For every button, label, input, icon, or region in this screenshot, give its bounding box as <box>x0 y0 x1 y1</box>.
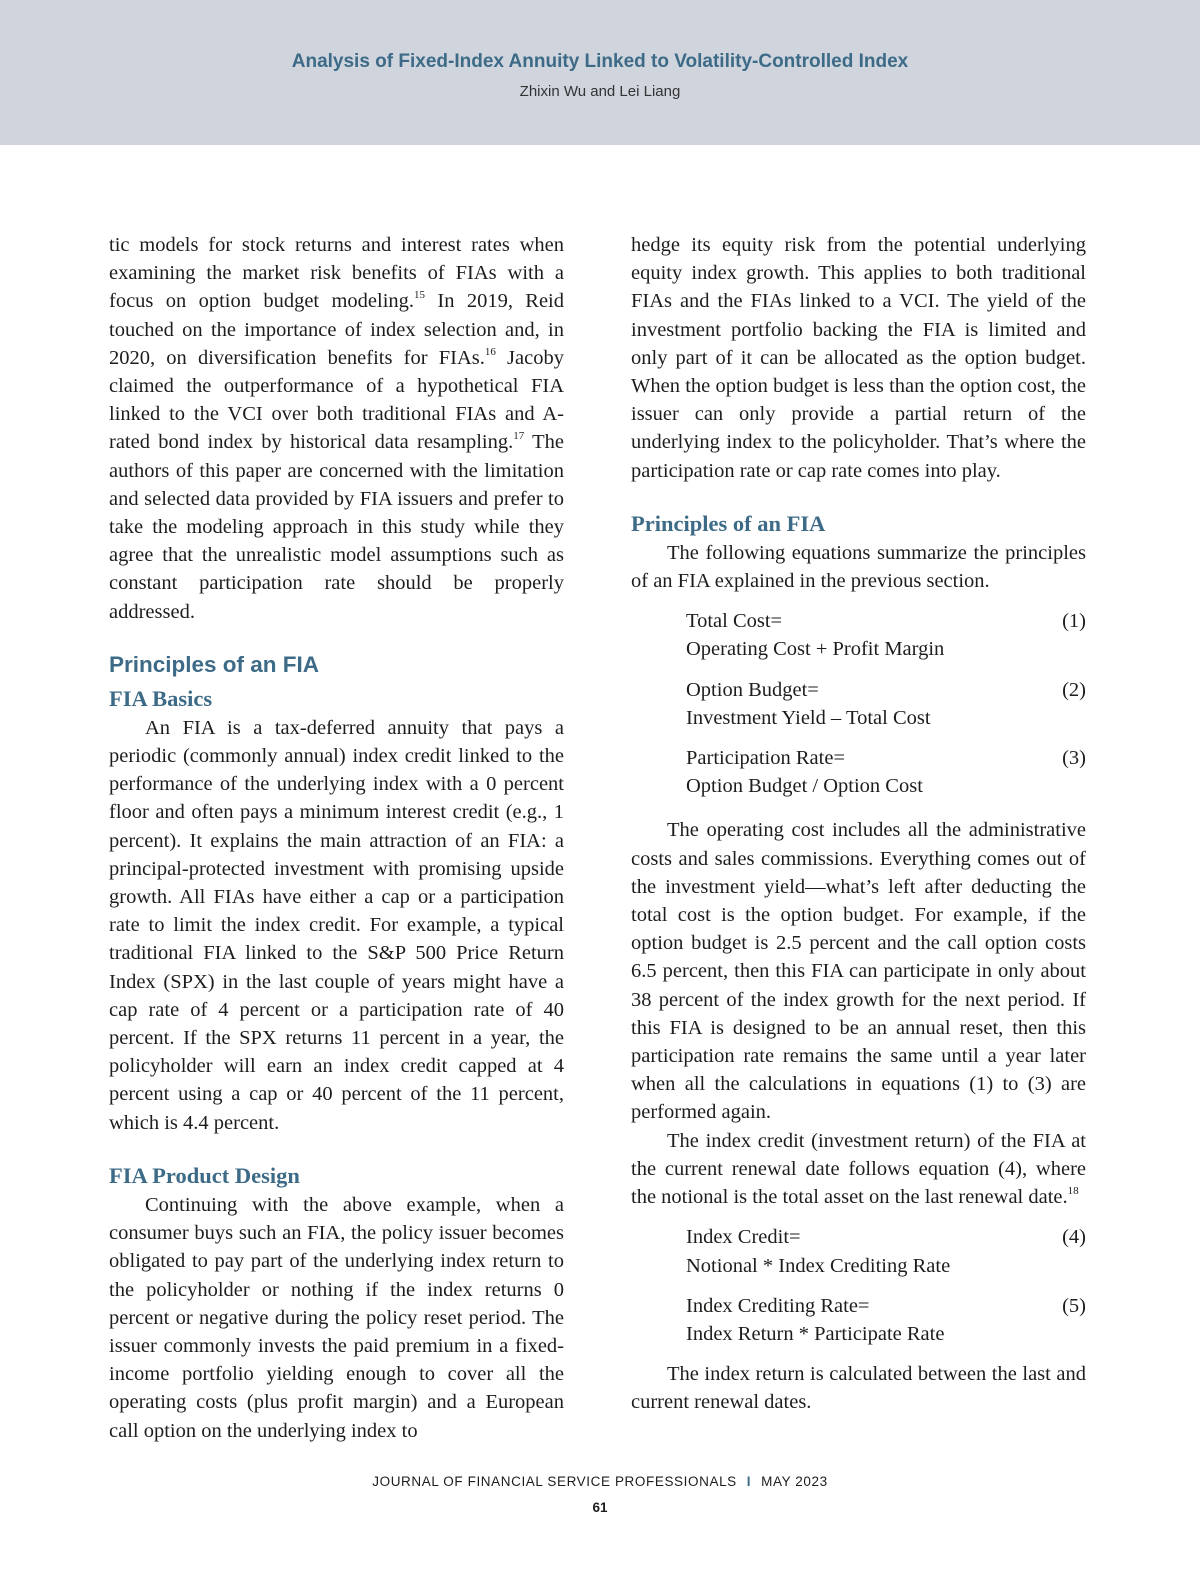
right-column <box>631 231 1086 1417</box>
footer-journal <box>0 1474 1200 1489</box>
equation-5 <box>686 1292 1086 1348</box>
equation-lhs: Index Credit= <box>686 1226 801 1249</box>
equation-lhs: Total Cost= <box>686 610 783 633</box>
left-column <box>109 231 564 1445</box>
footnote-ref-17: 17 <box>513 430 525 443</box>
text-run: The index credit (investment return) of the FIA at the current renewal date follows equation (4), where the notional is the total asset on the last renewal date. <box>631 1129 1086 1209</box>
issue-date: MAY 2023 <box>761 1474 828 1489</box>
paragraph-design: Continuing with the above example, when a consumer buys such an FIA, the policy issuer becomes obligated to pay part of the underlying index return to the policyholder or nothing if the index returns 0 percent or negative during the policy reset period. The issuer commonly invests the paid premium in a fixed-income portfolio yielding enough to cover all the operating costs (plus profit margin) and a European call option on the underlying index to <box>109 1193 564 1442</box>
equation-number: (3) <box>1062 747 1086 770</box>
equation-lhs: Option Budget= <box>686 678 819 701</box>
equation-number: (5) <box>1062 1294 1086 1317</box>
footnote-ref-16: 16 <box>484 345 496 358</box>
equation-4 <box>686 1223 1086 1279</box>
footnote-ref-15: 15 <box>414 289 426 302</box>
equation-number: (2) <box>1062 678 1086 701</box>
section-heading: Principles of an FIA <box>109 651 320 677</box>
equation-number: (4) <box>1062 1226 1086 1249</box>
equation-rhs: Index Return * Participate Rate <box>686 1322 945 1345</box>
equation-number: (1) <box>1062 610 1086 633</box>
equation-rhs: Option Budget / Option Cost <box>686 775 923 798</box>
article-title: Analysis of Fixed-Index Annuity Linked to Volatility-Controlled Index <box>291 51 909 72</box>
page-header <box>0 0 1200 145</box>
equation-1 <box>686 607 1086 663</box>
subsection-heading-design: FIA Product Design <box>109 1162 300 1188</box>
equation-lhs: Participation Rate= <box>686 747 846 770</box>
paragraph-basics: An FIA is a tax-deferred annuity that pays a periodic (commonly annual) index credit linked to the performance of the underlying index with a 0 percent floor and often pays a minimum interest credit (e.g., 1 percent). It explains the main attraction of an FIA: a principal-protected investment with promising upside growth. All FIAs have either a cap or a participation rate to limit the index credit. For example, a typical traditional FIA linked to the S&P 500 Price Return Index (SPX) in the last couple of years might have a cap rate of 4 percent or a participation rate of 40 percent. If the SPX returns 11 percent in a year, the policyholder will earn an index credit capped at 4 percent using a cap or 40 percent of the 11 percent, which is 4.4 percent. <box>109 716 564 1134</box>
text-run: The authors of this paper are concerned with the limitation and selected data provided by FIA issuers and prefer to take the modeling approach in this study while they agree that the unrealistic model assumptions such as constant participation rate should be properly addressed. <box>109 431 564 623</box>
page-number: 61 <box>592 1500 608 1515</box>
equation-rhs: Investment Yield – Total Cost <box>686 706 931 729</box>
text-run: In 2019, Reid touched on the importance of index selection and, in 2020, on diversification benefits for FIAs. <box>109 290 565 369</box>
equation-3 <box>686 744 1086 800</box>
text-run: Jacoby claimed the outperformance of a hypothetical FIA linked to the VCI over both traditional FIAs and A-rated bond index by historical data resampling. <box>109 346 564 454</box>
paragraph-literature <box>109 231 564 626</box>
footnote-ref-18: 18 <box>1067 1185 1079 1198</box>
paragraph-hedge: hedge its equity risk from the potential underlying equity index growth. This applies to both traditional FIAs and the FIAs linked to a VCI. The yield of the investment portfolio backing the FIA is limited and only part of it can be allocated as the option budget. When the option budget is less than the option cost, the issuer can only provide a partial return of the underlying index to the policyholder. That’s where the participation rate or cap rate comes into play. <box>631 234 1086 482</box>
equation-rhs: Operating Cost + Profit Margin <box>686 638 945 661</box>
paragraph-equations-intro: The following equations summarize the principles of an FIA explained in the previous section. <box>631 541 1086 593</box>
article-authors: Zhixin Wu and Lei Liang <box>519 83 681 100</box>
paragraph-index-credit <box>631 1127 1086 1212</box>
paragraph-index-return: The index return is calculated between the last and current renewal dates. <box>631 1363 1086 1414</box>
subsection-heading-principles: Principles of an FIA <box>631 510 826 536</box>
subsection-heading-basics: FIA Basics <box>109 685 213 711</box>
equation-lhs: Index Crediting Rate= <box>686 1294 870 1317</box>
equation-2 <box>686 676 1086 732</box>
journal-name: JOURNAL OF FINANCIAL SERVICE PROFESSIONALS <box>372 1474 737 1489</box>
paragraph-operating-cost: The operating cost includes all the administrative costs and sales commissions. Everything comes out of the investment yield—what’s left after deducting the total cost is the option budget. For example, if the option budget is 2.5 percent and the call option costs 6.5 percent, then this FIA can participate in only about 38 percent of the index growth for the next period. If this FIA is designed to be an annual reset, then this participation rate remains the same until a year later when all the calculations in equations (1) to (3) are performed again. <box>631 819 1086 1124</box>
text-run: tic models for stock returns and interest rates when examining the market risk benefits of FIAs with a focus on option budget modeling. <box>109 234 564 313</box>
equation-rhs: Notional * Index Crediting Rate <box>686 1254 951 1277</box>
footer-separator: I <box>746 1474 752 1489</box>
